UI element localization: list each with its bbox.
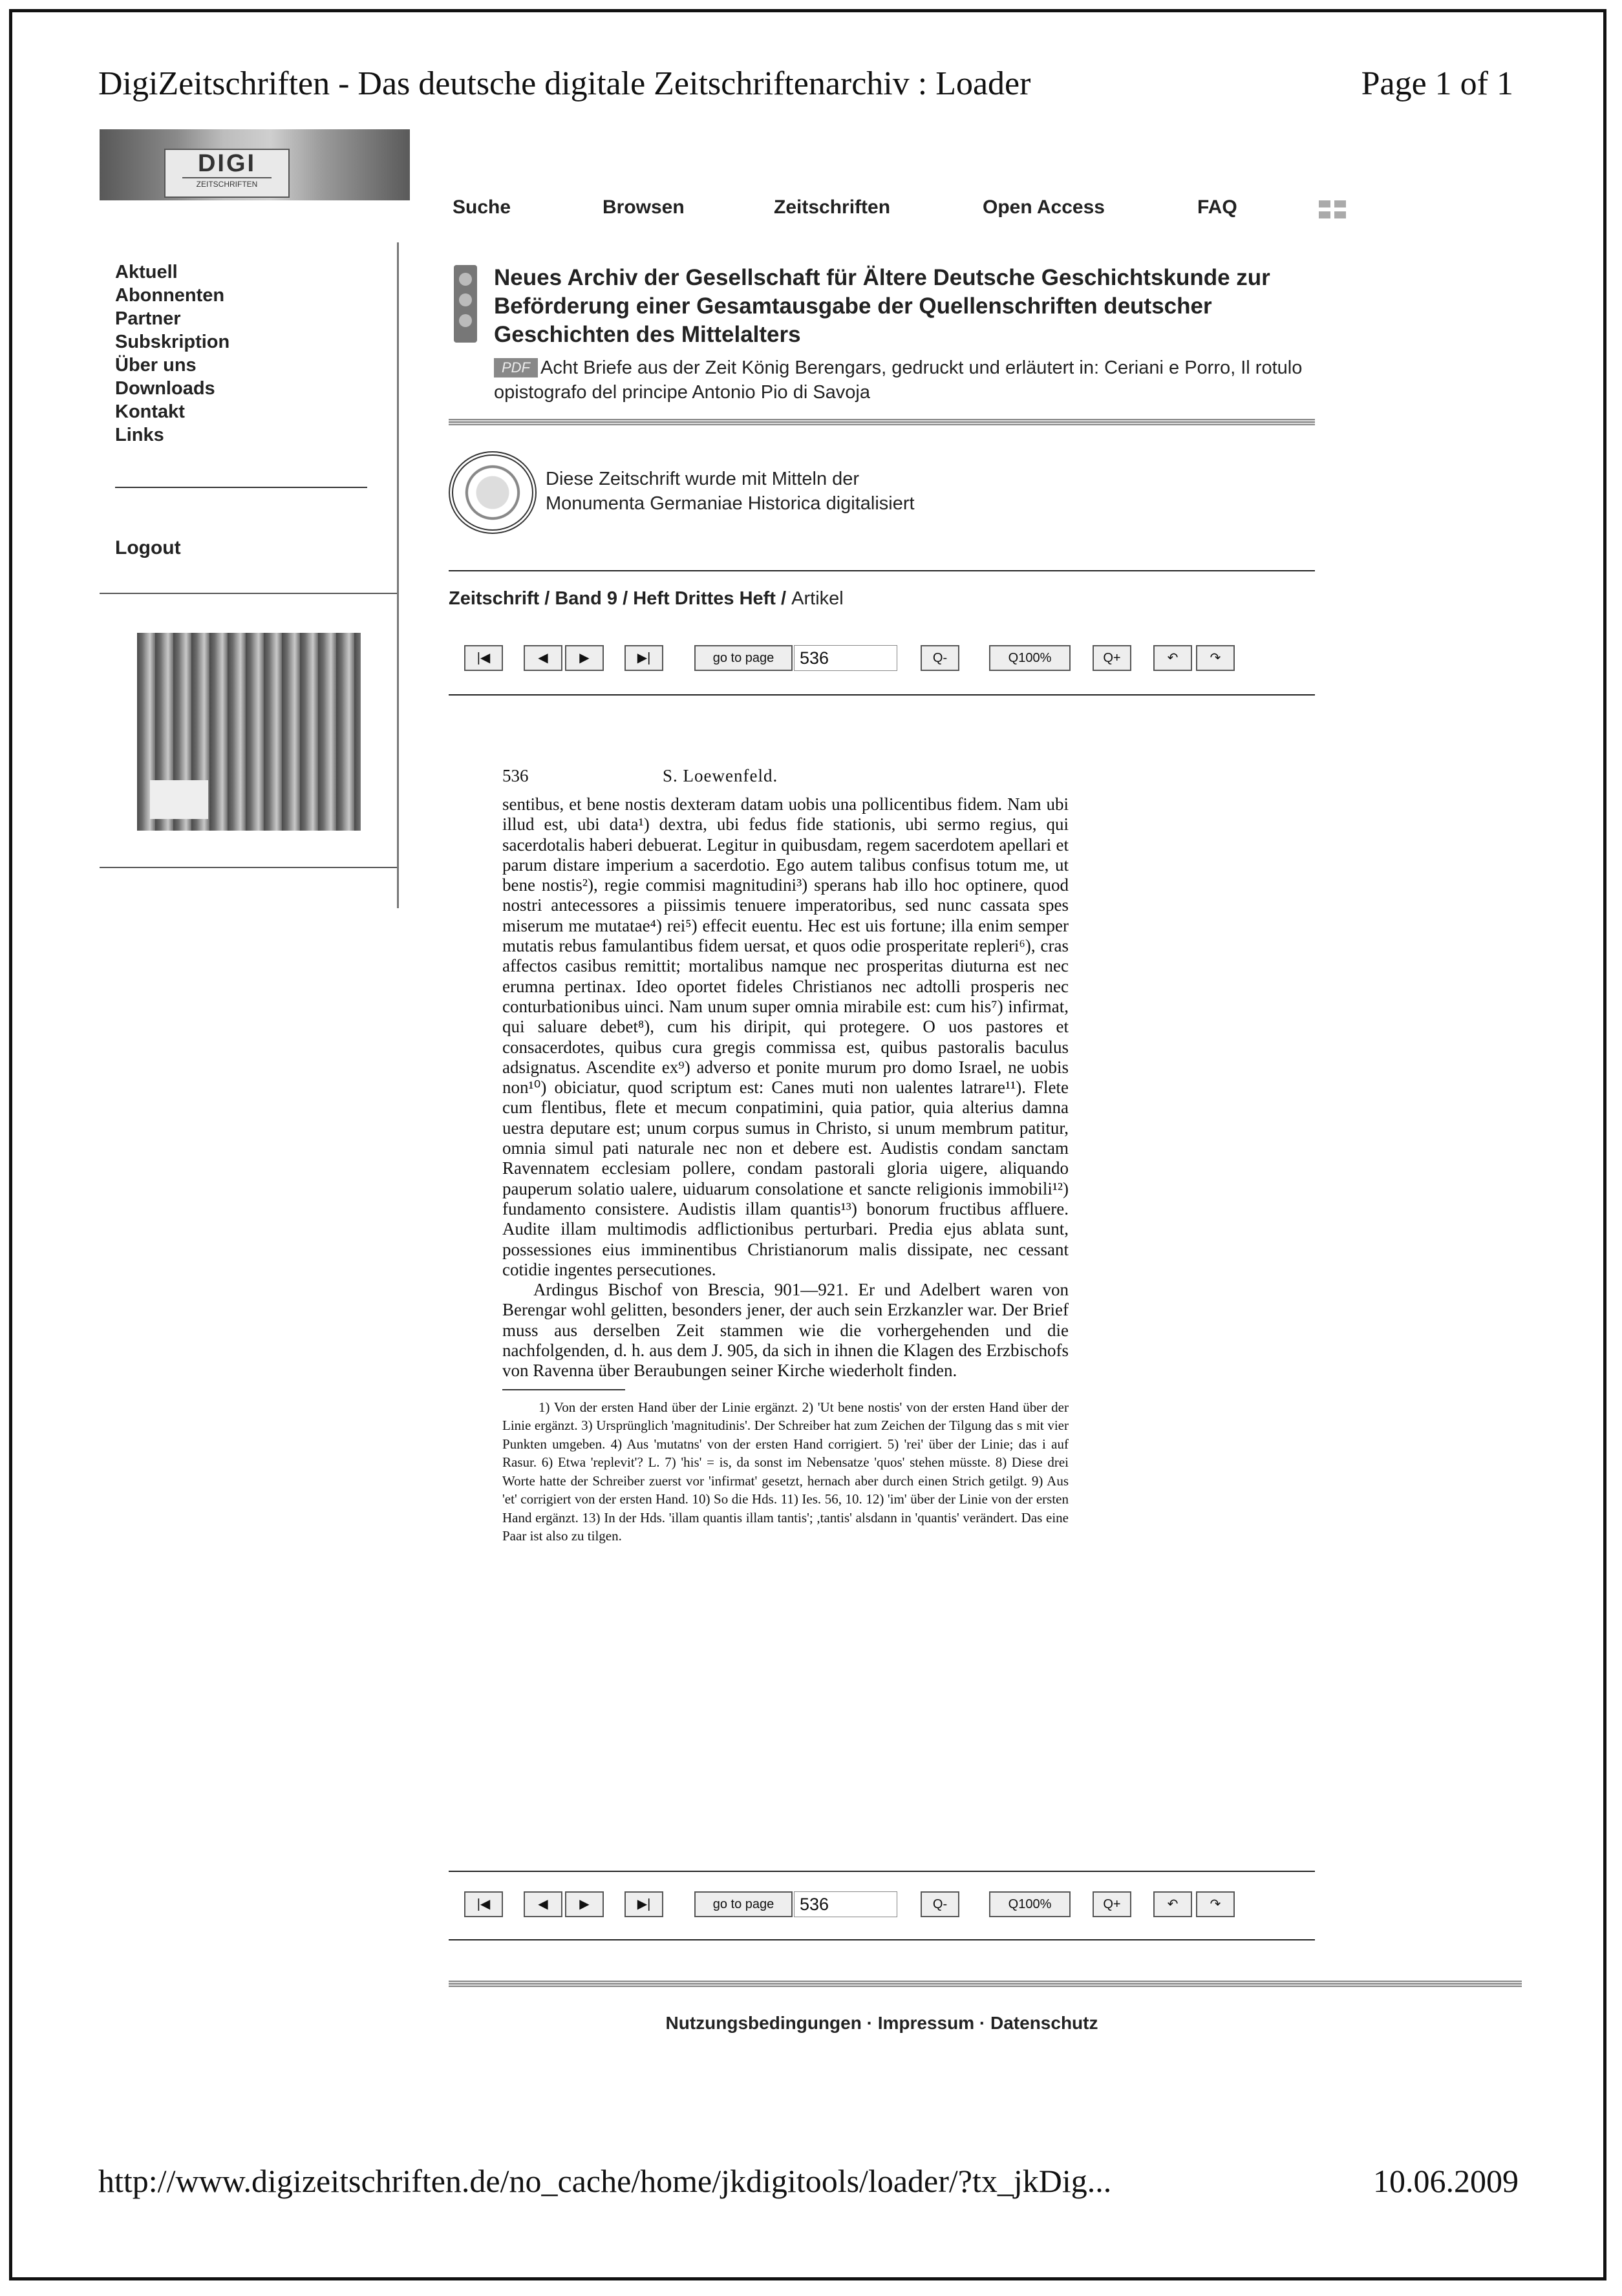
breadcrumb	[449, 588, 844, 610]
first-page-button[interactable]: |◀	[464, 1891, 503, 1917]
traffic-light-icon	[454, 265, 477, 343]
nav-faq[interactable]: FAQ	[1197, 197, 1237, 218]
rotate-left-button[interactable]: ↶	[1153, 645, 1192, 671]
scan-footnotes: 1) Von der ersten Hand über der Linie ergänzt. 2) 'Ut bene nostis' von der ersten Hand über der Linie ergänzt. 3) Ursprünglich 'magnitudinis'. Der Schreiber hat zum Zeichen der Tilgung das s mit vier Punkten umgeben. 4) Aus 'mutatns' von der ersten Hand corrigiert. 5) 'rei' über der Linie; das i auf Rasur. 6) Etwa 'replevit'? L. 7) 'his' = is, da sonst im Nebensatze 'quos' stehen müsste. 8) Diese drei Worte hatte der Schreiber zuerst vor 'infirmat' gesetzt, hernach aber durch einen Strich getilgt. 9) Aus 'et' corrigiert von der ersten Hand. 10) So die Hds. 11) Ies. 56, 10. 12) 'im' über der Linie von der ersten Hand ergänzt. 13) In der Hds. 'illam quantis illam tantis'; ,tantis' alsdann in 'quantis' verändert. Das eine Paar ist also zu tilgen.	[502, 1399, 1069, 1544]
sidebar-item-ueber-uns[interactable]: Über uns	[115, 355, 197, 376]
mgh-seal-icon	[449, 451, 537, 534]
footer-imprint-link[interactable]: Impressum	[877, 2013, 975, 2033]
sidebar-item-links[interactable]: Links	[115, 425, 164, 445]
print-footer-url: http://www.digizeitschriften.de/no_cache/home/jkdigitools/loader/?tx_jkDig...	[98, 2163, 1112, 2199]
footer-privacy-link[interactable]: Datenschutz	[990, 2013, 1098, 2033]
viewer-bottom-rule	[449, 1871, 1315, 1872]
breadcrumb-article: Artikel	[791, 588, 844, 609]
footer-links	[449, 2013, 1315, 2034]
page-number-input[interactable]: 536	[794, 645, 897, 671]
breadcrumb-top-rule	[449, 570, 1315, 571]
scan-paragraph: Ardingus Bischof von Brescia, 901—921. Er und Adelbert waren von Berengar wohl gelitten, besonders jener, der auch sein Erzkanzler war. Der Brief muss aus derselben Zeit stammen wie die vorhergehenden und die nachfolgenden, d. h. aus dem J. 905, da sich in ihnen die Klagen des Erzbischofs von Ravenna über Beraubungen seiner Kirche wiederholt finden.	[502, 1280, 1069, 1381]
go-to-page-button[interactable]: go to page	[694, 645, 793, 671]
sponsor-note	[546, 467, 915, 516]
uk-flag-icon[interactable]	[1319, 200, 1346, 218]
logo-plate	[164, 149, 290, 198]
logo-sub-text: ZEITSCHRIFTEN	[182, 177, 272, 190]
first-page-button[interactable]: |◀	[464, 645, 503, 671]
next-page-button[interactable]: ▶	[565, 1891, 604, 1917]
nav-zeitschriften[interactable]: Zeitschriften	[774, 197, 891, 218]
sidebar-separator-bottom	[100, 867, 397, 868]
go-to-page-button[interactable]: go to page	[694, 1891, 793, 1917]
sponsor-line-1: Diese Zeitschrift wurde mit Mitteln der	[546, 469, 860, 489]
scanned-page	[502, 766, 1069, 1546]
footer-terms-link[interactable]: Nutzungsbedingungen	[665, 2013, 862, 2033]
footer-separator: ·	[861, 2013, 878, 2033]
sidebar-menu	[115, 260, 229, 447]
sidebar	[100, 242, 399, 908]
scan-paragraph: sentibus, et bene nostis dexteram datam uobis una pollicentibus fidem. Nam ubi illud est, ubi data¹) dextra, ubi fedus fide stationis, ubi sermo regius, qui sacerdotalis haberi debuerat. Legitur in quibusdam, regem sacerdotem apellari et parum distare imperium a sacerdotio. Ego autem talibus confisus totum me, ut bene nostis²), regie commisi magnitudini³) sperans hab illo hoc optinere, quod nostri antecessores a piissimis tenuere imperatoribus, sed nunc cassata spes miserum me mutatae⁴) rei⁵) effecit euentu. Hec est uis fortune; illa enim semper mutatis rebus famulantibus fidem uersat, et quos odie prosperitate repleri⁶), cras affectos casibus remittit; mortalibus namque nec prosperitas diuturna est nec erumna pertinax. Ideo oportet fideles Christianos nec adtolli prosperis nec conturbationibus uinci. Nam unum super omnia mirabile est: cum his⁷) infirmat, qui saluare debet⁸), cum his diripit, qui protegere. O uos pastores et consacerdotes, quibus cura gregis commissa est, quibus pastoralis baculus adsignatus. Ascendite ex⁹) adverso et ponite murum pro domo Israel, ne uobis non¹⁰) obiciatur, quod scriptum est: Canes muti non ualentes latrare¹¹). Flete cum flentibus, flete et mecum conpatimini, quia patior, quia alterius damna uestra deputare est; unum corpus sumus in Christo, si unum membrum patitur, omnia simul pati naturale nec non et debere est. Audistis condam sanctam Ravennatem ecclesiam pollere, condam pastorali gloria uigere, aliquando pauperum solatio ualere, uiduarum consolatione et sancte religionis immobili¹²) fundamento consistere. Audistis illam quantis¹³) bonorum fructibus affluere. Audite illam multimodis adflictionibus perturbari. Predia ejus ablata sunt, possessiones eius imminentibus Christianorum malis dissipate, nec cessant cotidie ingentes persecutiones.	[502, 794, 1069, 1279]
zoom-100-button[interactable]: Q100%	[989, 1891, 1071, 1917]
zoom-in-button[interactable]: Q+	[1093, 645, 1131, 671]
digizeitschriften-logo[interactable]	[100, 129, 410, 200]
sidebar-item-partner[interactable]: Partner	[115, 308, 181, 329]
nav-suche[interactable]: Suche	[453, 197, 511, 218]
sidebar-item-kontakt[interactable]: Kontakt	[115, 401, 185, 422]
scan-body-text	[502, 794, 1069, 1381]
rotate-right-button[interactable]: ↷	[1196, 645, 1235, 671]
scan-running-head	[502, 766, 1069, 794]
article-reference[interactable]: Acht Briefe aus der Zeit König Berengars, gedruckt und erläutert in: Ceriani e Porro, Il rotulo opistografo del principe Antonio Pio di Savoja	[494, 357, 1303, 403]
journal-title: Neues Archiv der Gesellschaft für Ältere Deutsche Geschichtskunde zur Beförderung einer Gesamtausgabe der Quellenschriften deutscher Geschichten des Mittelalters	[494, 265, 1270, 347]
zoom-out-button[interactable]: Q-	[921, 645, 959, 671]
next-page-button[interactable]: ▶	[565, 645, 604, 671]
breadcrumb-volume[interactable]: Band 9	[555, 588, 618, 609]
logout-link[interactable]: Logout	[115, 537, 181, 558]
print-header-title: DigiZeitschriften - Das deutsche digitale Zeitschriftenarchiv : Loader	[98, 65, 1031, 102]
sidebar-item-downloads[interactable]: Downloads	[115, 378, 215, 399]
sidebar-separator	[100, 593, 397, 594]
breadcrumb-journal[interactable]: Zeitschrift	[449, 588, 540, 609]
top-navigation	[453, 197, 1358, 222]
scan-running-author: S. Loewenfeld.	[663, 766, 778, 785]
breadcrumb-separator: /	[539, 588, 555, 609]
prev-page-button[interactable]: ◀	[524, 1891, 562, 1917]
zoom-in-button[interactable]: Q+	[1093, 1891, 1131, 1917]
library-shelves-image	[137, 633, 361, 831]
sidebar-divider	[115, 487, 367, 488]
footnote-rule	[502, 1389, 625, 1390]
nav-browsen[interactable]: Browsen	[603, 197, 685, 218]
breadcrumb-separator: /	[775, 588, 792, 609]
print-header-page: Page 1 of 1	[1361, 65, 1513, 102]
zoom-out-button[interactable]: Q-	[921, 1891, 959, 1917]
rotate-left-button[interactable]: ↶	[1153, 1891, 1192, 1917]
breadcrumb-issue[interactable]: Heft Drittes Heft	[633, 588, 776, 609]
viewer-toolbar-top	[464, 645, 1292, 674]
scan-page-number: 536	[502, 766, 529, 785]
sponsor-line-2: Monumenta Germaniae Historica digitalisiert	[546, 493, 915, 514]
header-divider	[449, 419, 1315, 425]
pdf-icon[interactable]: PDF	[494, 358, 538, 377]
sidebar-item-abonnenten[interactable]: Abonnenten	[115, 285, 225, 306]
breadcrumb-separator: /	[617, 588, 634, 609]
logo-main-text: DIGI	[197, 150, 257, 177]
last-page-button[interactable]: ▶|	[624, 645, 663, 671]
viewer-footer-rule	[449, 1939, 1315, 1940]
sidebar-item-aktuell[interactable]: Aktuell	[115, 262, 178, 282]
page-number-input[interactable]: 536	[794, 1891, 897, 1917]
footer-divider	[449, 1981, 1522, 1987]
rotate-right-button[interactable]: ↷	[1196, 1891, 1235, 1917]
viewer-toolbar-bottom	[464, 1891, 1292, 1920]
viewer-top-rule	[449, 694, 1315, 696]
nav-open-access[interactable]: Open Access	[983, 197, 1105, 218]
footer-separator: ·	[974, 2013, 990, 2033]
print-footer-date: 10.06.2009	[1373, 2163, 1519, 2199]
prev-page-button[interactable]: ◀	[524, 645, 562, 671]
last-page-button[interactable]: ▶|	[624, 1891, 663, 1917]
sidebar-item-subskription[interactable]: Subskription	[115, 332, 230, 352]
zoom-100-button[interactable]: Q100%	[989, 645, 1071, 671]
